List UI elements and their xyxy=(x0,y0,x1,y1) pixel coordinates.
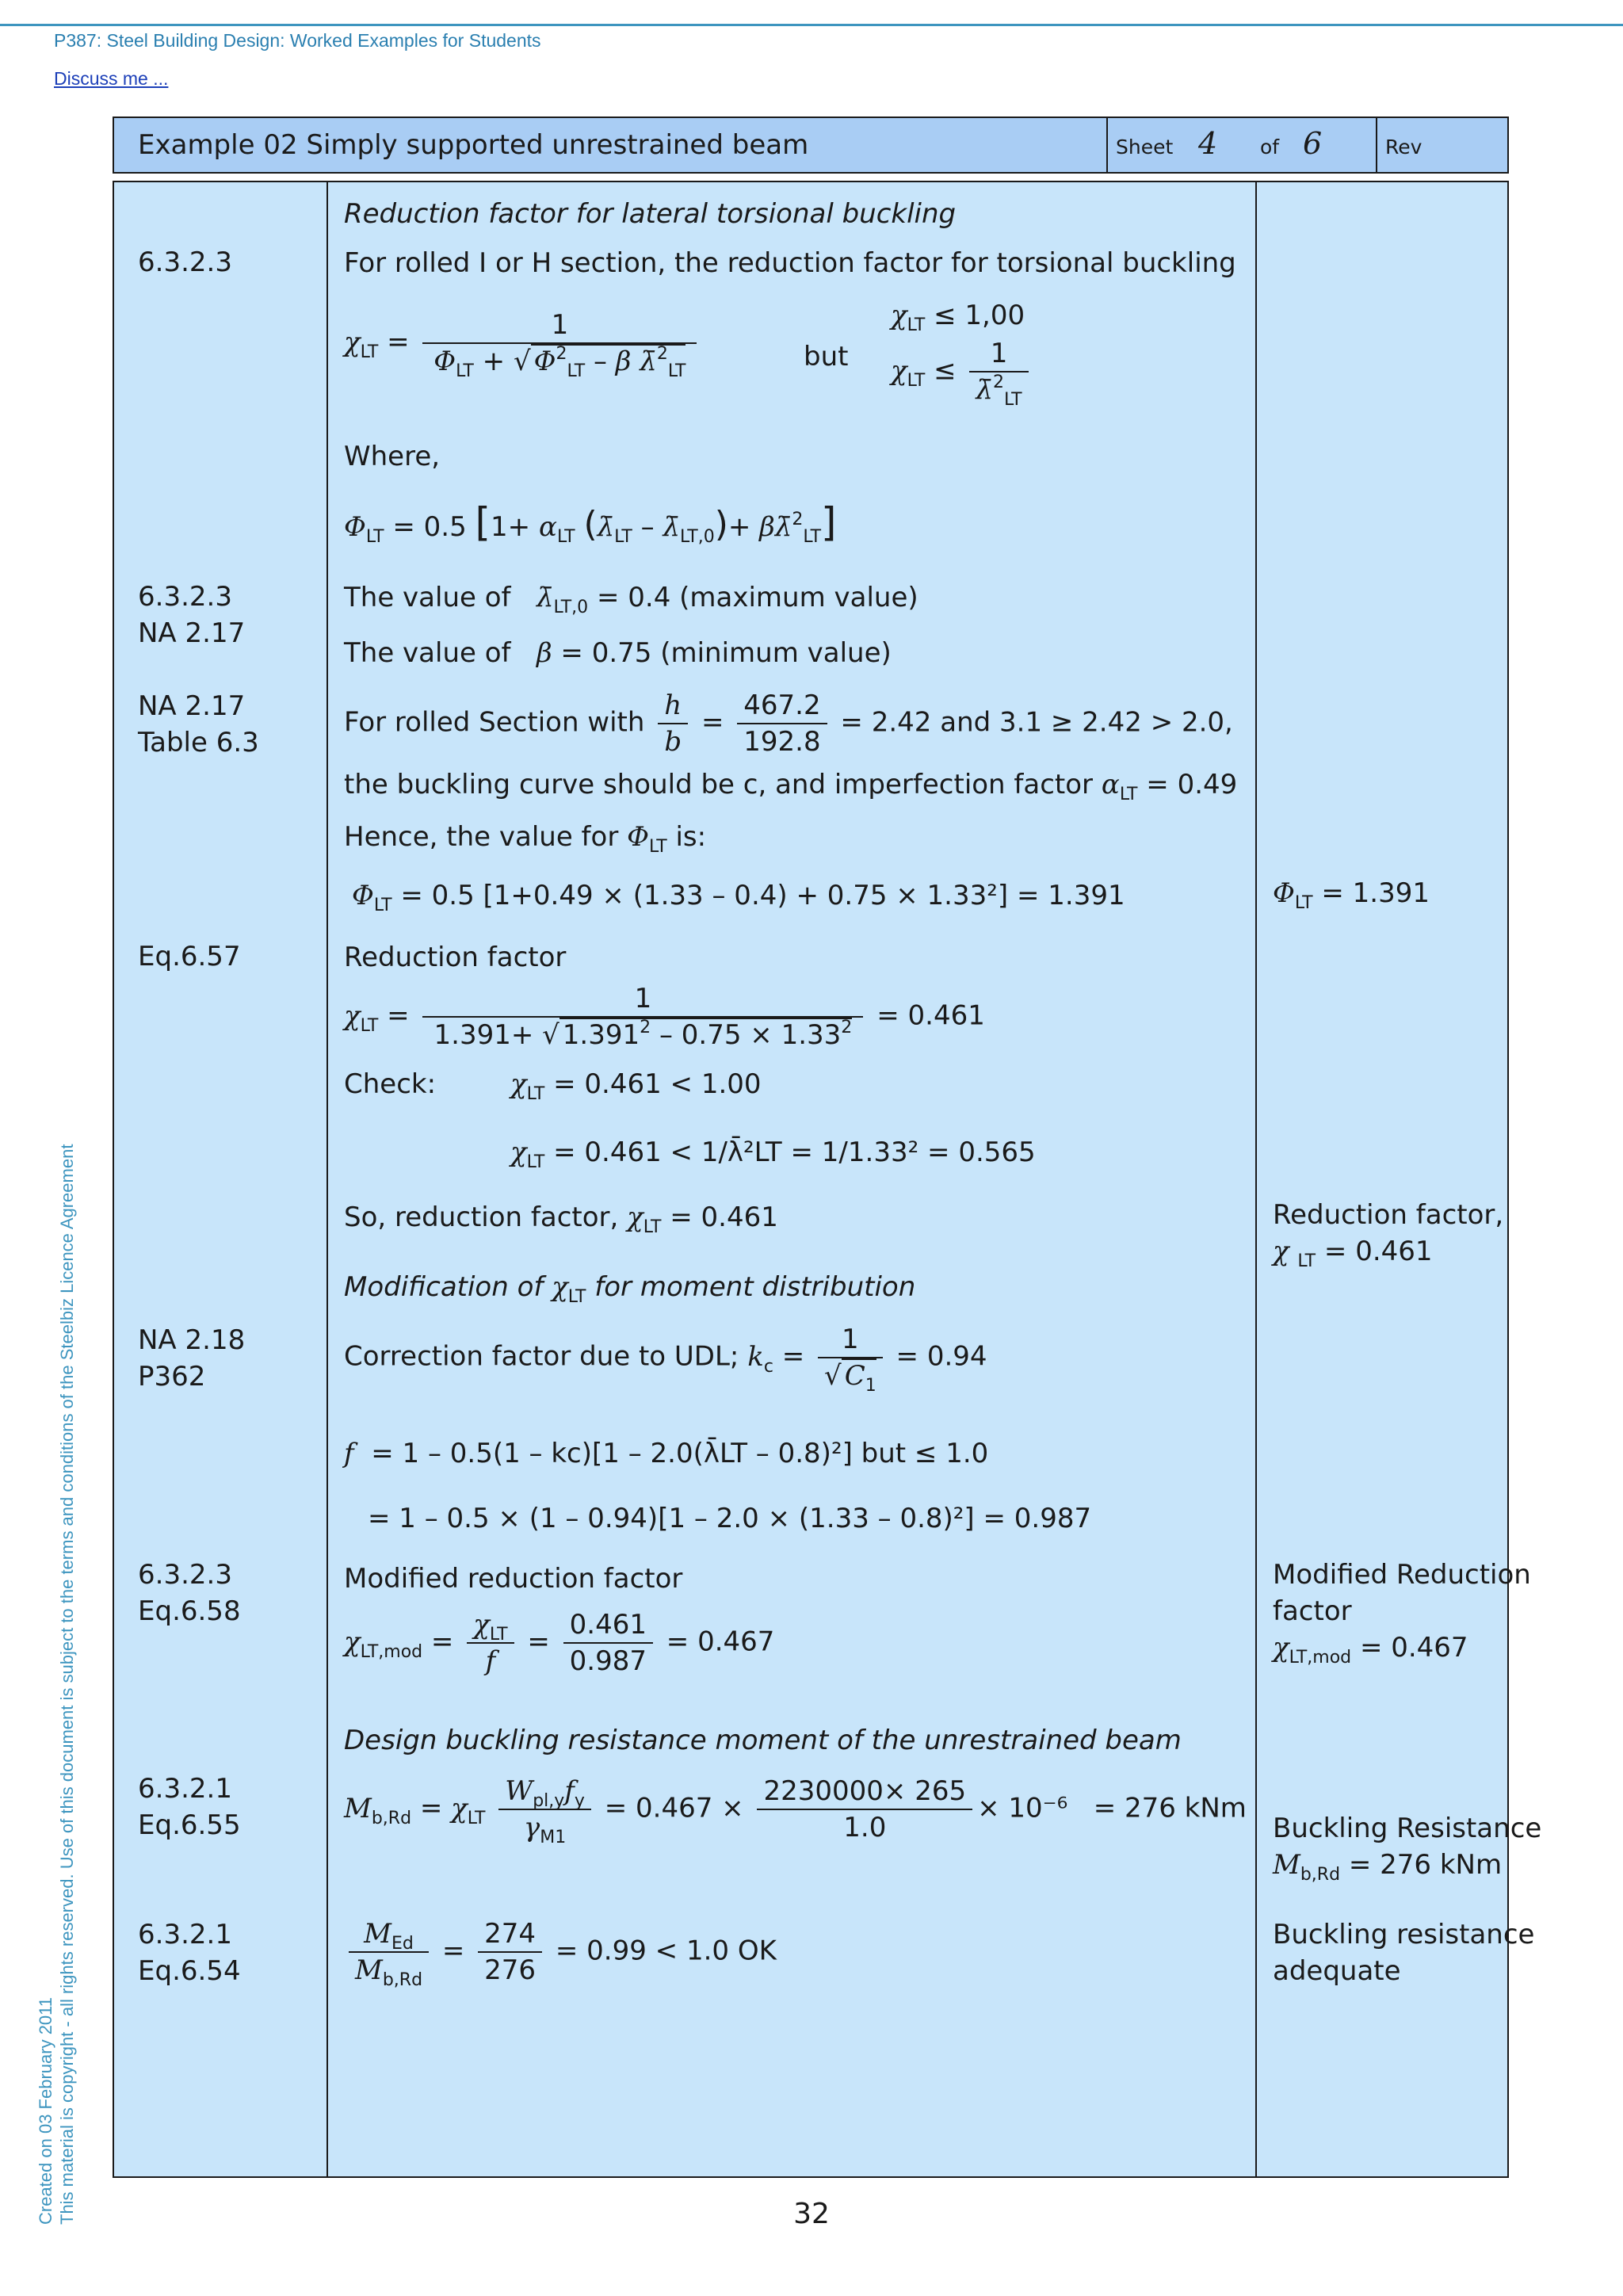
phi-lt-calc: $\Phi_{LT} = 0.5$ [1+0.49 × (1.33 – 0.4) + 0.75 × 1.33²] = 1.391 xyxy=(352,880,1125,915)
sheet-label: Sheet xyxy=(1116,136,1174,159)
check-2: $\chi_{LT} = 0.461$ < 1/λ̄²LT = 1/1.33² = 0.565 xyxy=(510,1137,1036,1172)
header-divider xyxy=(1376,118,1377,172)
page-number: 32 xyxy=(793,2198,830,2230)
intro-text: For rolled I or H section, the reduction factor for torsional buckling xyxy=(344,247,1236,279)
header-divider xyxy=(1106,118,1108,172)
chi-limit-2: $\chi_{LT}$ ≤ $\frac{1}{\lambdā^2_{LT}}$ xyxy=(891,338,1033,406)
check-label: Check: xyxy=(344,1068,437,1100)
clause-ref: NA 2.17 Table 6.3 xyxy=(138,690,259,758)
licence-note: This material is copyright - all rights reserved. Use of this document is subject to the terms and conditions of the Steelbiz Licence Agreement xyxy=(57,1144,77,2225)
result-reduction-factor: Reduction factor, χ $_{LT}$ = 0.461 xyxy=(1273,1199,1504,1271)
clause-ref: Eq.6.57 xyxy=(138,941,241,972)
ref-column-divider xyxy=(327,182,328,2176)
copyright-side-note xyxy=(35,1144,78,2225)
utilisation-check: $\frac{M_{Ed}}{M_{b,Rd}}$ = $\frac{274}{276}$ = 0.99 < 1.0 OK xyxy=(344,1918,777,1986)
mb-rd-calc: $M_{b,Rd} = \chi_{LT}$ $\frac{W_{pl,y}f_y}{\gamma_{M1}}$ = 0.467 × $\frac{2230000\times 265}{1.0}$ × 10⁻⁶ = 276 kNm xyxy=(344,1775,1247,1847)
hence-line: Hence, the value for $\Phi_{LT}$ is: xyxy=(344,821,707,857)
section-heading: Reduction factor for lateral torsional buckling xyxy=(344,198,957,230)
discuss-link[interactable]: Discuss me ... xyxy=(54,68,169,89)
but-word: but xyxy=(804,341,849,372)
chi-lt-mod-calc: $\chi_{LT,mod}$ = $\frac{\chi_{LT}}{f}$ = $\frac{0.461}{0.987}$ = 0.467 xyxy=(344,1609,775,1677)
check-1: $\chi_{LT} = 0.461 < 1.00$ xyxy=(510,1068,762,1104)
calculation-sheet xyxy=(113,181,1542,2178)
h-over-b-line: For rolled Section with $\frac{h}{b}$ = $\frac{467.2}{192.8}$ = 2.42 and 3.1 ≥ 2.42 > 2.0, xyxy=(344,690,1233,758)
lambda0-line: The value of $\lambdā_{LT,0} = 0.4$ (maximum value) xyxy=(344,582,918,617)
chi-lt-calc: $\chi_{LT}$ = $\frac{1}{1.391+ √ 1.391^2 - 0.75 \times 1.33^2}$ = 0.461 xyxy=(344,983,985,1051)
section-heading: Design buckling resistance moment of the unrestrained beam xyxy=(344,1725,1182,1756)
result-column-divider xyxy=(1255,182,1257,2176)
phi-lt-formula: $\Phi_{LT} = 0.5$ [$1+ \alpha_{LT}$ ($\lambdā_{LT}$ – $\lambdā_{LT,0})+$ βλ̄$^2_{LT}$] xyxy=(344,499,837,547)
correction-factor-line: Correction factor due to UDL; $k_c$ = $\frac{1}{√ C_1}$ = 0.94 xyxy=(344,1324,987,1396)
example-title: Example 02 Simply supported unrestrained beam xyxy=(138,129,809,161)
clause-ref: NA 2.18 P362 xyxy=(138,1324,246,1392)
result-adequate: Buckling resistance adequate xyxy=(1273,1919,1535,1987)
top-rule xyxy=(0,24,1623,26)
chi-lt-formula: $\chi_{LT}$ = $\frac{1}{\Phi_{LT} + √ \Phi^2_{LT} - \beta \lambdā^2_{LT}}$ xyxy=(344,309,701,377)
reduction-factor-label: Reduction factor xyxy=(344,942,567,973)
result-buckling-resistance: Buckling Resistance $M_{b,Rd} = 276$ kNm xyxy=(1273,1813,1542,1885)
total-sheets: 6 xyxy=(1303,126,1323,161)
modified-rf-label: Modified reduction factor xyxy=(344,1563,683,1595)
clause-ref: 6.3.2.1 Eq.6.54 xyxy=(138,1919,241,1987)
clause-ref: 6.3.2.1 Eq.6.55 xyxy=(138,1773,241,1841)
chi-limit-1: $\chi_{LT} \le 1,00$ xyxy=(891,300,1025,335)
f-formula: f = 1 – 0.5(1 – kc)[1 – 2.0(λ̄LT – 0.8)²] but ≤ 1.0 xyxy=(344,1438,989,1469)
buckling-curve-line: the buckling curve should be c, and imperfection factor $\alpha_{LT} = 0.49$ xyxy=(344,769,1238,804)
f-calc: = 1 – 0.5 × (1 – 0.94)[1 – 2.0 × (1.33 – 0.8)²] = 0.987 xyxy=(368,1503,1092,1534)
sheet-header xyxy=(113,117,1509,174)
sheet-number: 4 xyxy=(1198,126,1218,161)
where-label: Where, xyxy=(344,441,441,472)
result-phi: $\Phi_{LT} = 1.391$ xyxy=(1273,877,1430,913)
result-modified-rf: Modified Reduction factor $\chi_{LT,mod} = 0.467$ xyxy=(1273,1559,1531,1668)
created-date: Created on 03 February 2011 xyxy=(36,1997,55,2225)
rev-label: Rev xyxy=(1385,136,1423,159)
of-label: of xyxy=(1260,136,1280,159)
clause-ref: 6.3.2.3 xyxy=(138,246,232,278)
so-reduction-factor: So, reduction factor, $\chi_{LT} = 0.461$ xyxy=(344,1201,778,1237)
clause-ref: 6.3.2.3 Eq.6.58 xyxy=(138,1559,241,1627)
section-heading: Modification of $\chi_{LT}$ for moment distribution xyxy=(344,1271,916,1307)
beta-line: The value of β = 0.75 (minimum value) xyxy=(344,637,892,669)
clause-ref: 6.3.2.3 NA 2.17 xyxy=(138,581,246,649)
series-title: P387: Steel Building Design: Worked Examples for Students xyxy=(54,30,541,51)
